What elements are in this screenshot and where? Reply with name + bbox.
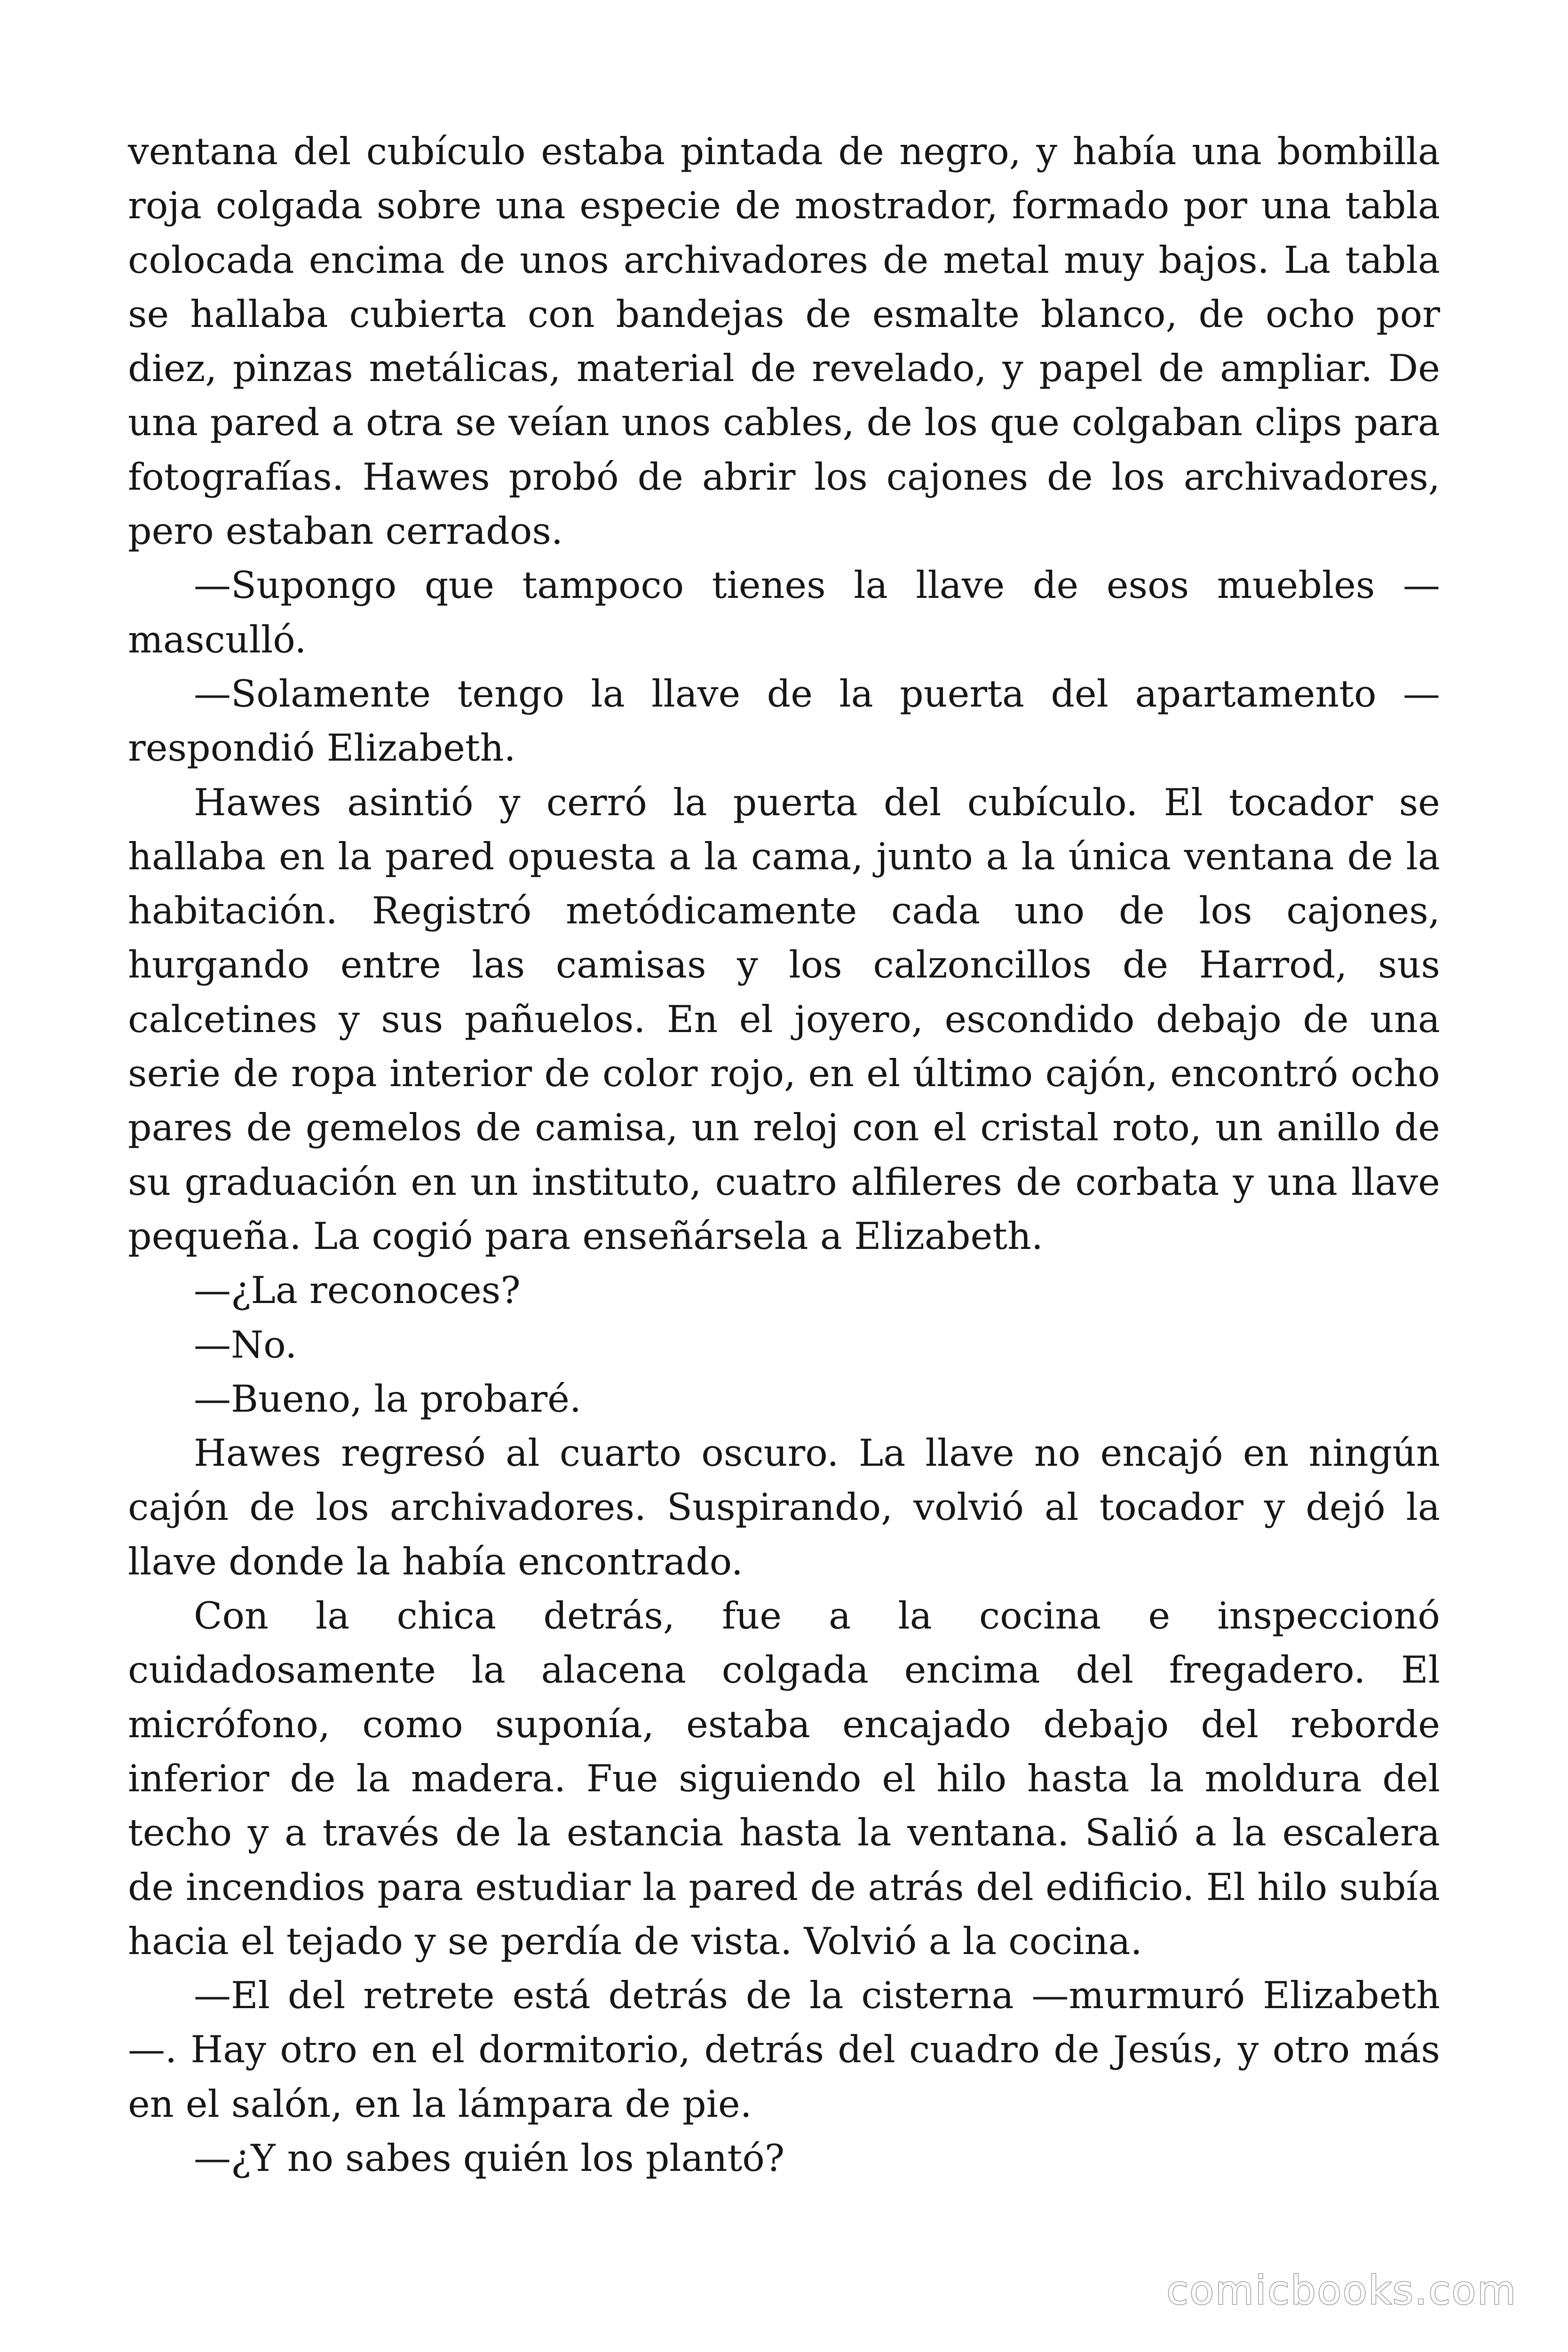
paragraph: Con la chica detrás, fue a la cocina e inspeccionó cuidadosamente la alacena colgada encima del fregadero. El micrófono, como suponía, estaba encajado debajo del reborde inferior de la madera. Fue siguiendo el hilo hasta la moldura del techo y a través de la estancia hasta la ventana. Salió a la escalera de incendios para estudiar la pared de atrás del edificio. El hilo subía hacia el tejado y se perdía de vista. Volvió a la cocina. [128, 1594, 1440, 1963]
body-text [128, 125, 1440, 2185]
watermark: comicbooks.com [1166, 2267, 1517, 2313]
paragraph: —Bueno, la probaré. [194, 1377, 582, 1421]
paragraph: Hawes asintió y cerró la puerta del cubículo. El tocador se hallaba en la pared opuesta a la cama, junto a la única ventana de la habitación. Registró metódicamente cada uno de los cajones, hurgando entre las camisas y los calzoncillos de Harrod, sus calcetines y sus pañuelos. En el joyero, escondido debajo de una serie de ropa interior de color rojo, en el último cajón, encontró ocho pares de gemelos de camisa, un reloj con el cristal roto, un anillo de su graduación en un instituto, cuatro alfileres de corbata y una llave pequeña. La cogió para enseñársela a Elizabeth. [128, 780, 1440, 1258]
paragraph: —Supongo que tampoco tienes la llave de esos muebles —masculló. [128, 564, 1440, 661]
paragraph: Hawes regresó al cuarto oscuro. La llave no encajó en ningún cajón de los archivadores. Suspirando, volvió al tocador y dejó la llave donde la había encontrado. [128, 1431, 1440, 1583]
paragraph: —¿Y no sabes quién los plantó? [194, 2136, 785, 2180]
paragraph: —¿La reconoces? [194, 1269, 521, 1312]
paragraph: —No. [194, 1323, 297, 1367]
paragraph: ventana del cubículo estaba pintada de negro, y había una bombilla roja colgada sobre una especie de mostrador, formado por una tabla colocada encima de unos archivadores de metal muy bajos. La tabla se hallaba cubierta con bandejas de esmalte blanco, de ocho por diez, pinzas metálicas, material de revelado, y papel de ampliar. De una pared a otra se veían unos cables, de los que colgaban clips para fotografías. Hawes probó de abrir los cajones de los archivadores, pero estaban cerrados. [128, 130, 1440, 553]
paragraph: —El del retrete está detrás de la cisterna —murmuró Elizabeth —. Hay otro en el dormitorio, detrás del cuadro de Jesús, y otro más en el salón, en la lámpara de pie. [128, 1974, 1440, 2126]
paragraph: —Solamente tengo la llave de la puerta del apartamento —respondió Elizabeth. [128, 672, 1440, 770]
